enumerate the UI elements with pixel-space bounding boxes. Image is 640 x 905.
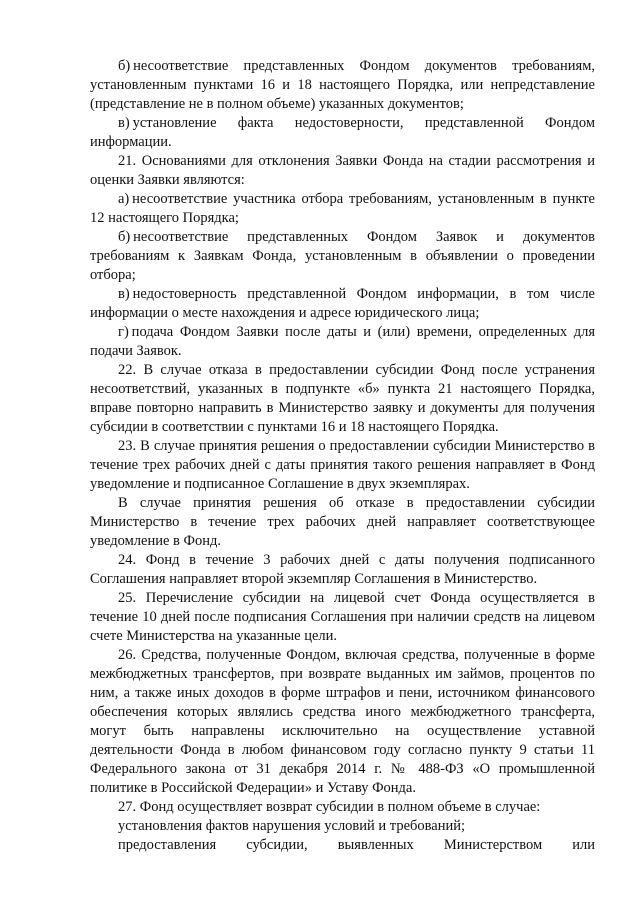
paragraph-23-refusal: В случае принятия решения об отказе в предоставлении субсидии Министерство в течение трех рабочих дней направляет соответствующее уведомление в Фонд. — [90, 495, 595, 549]
paragraph-2-v: в) установление факта недостоверности, представленной Фондом информации. — [90, 115, 595, 150]
paragraph-21-b: б) несоответствие представленных Фондом Заявок и документов требованиям к Заявкам Фонда, установленным в объявлении о проведении отбора; — [90, 229, 595, 283]
paragraph-26: 26. Средства, полученные Фондом, включая средства, полученные в форме межбюджетных трансфертов, при возврате выданных им займов, процентов по ним, а также иных доходов в форме штрафов и пени, источником финансового обеспечения которых являлись средства иного межбюджетного трансферта, могут быть направлены исключительно на осуществление уставной деятельности Фонда в любом финансовом году согласно пункту 9 статьи 11 Федерального закона от 31 декабря 2014 г. № 488-ФЗ «О промышленной политике в Российской Федерации» и Уставу Фонда. — [90, 647, 595, 796]
paragraph-21: 21. Основаниями для отклонения Заявки Фонда на стадии рассмотрения и оценки Заявки являются: — [90, 153, 595, 188]
paragraph-2-b: б) несоответствие представленных Фондом документов требованиям, установленным пунктами 16 и 18 настоящего Порядка, или непредставление (представление не в полном объеме) указанных документов; — [90, 58, 595, 112]
paragraph-22: 22. В случае отказа в предоставлении субсидии Фонд после устранения несоответствий, указанных в подпункте «б» пункта 21 настоящего Порядка, вправе повторно направить в Министерство заявку и документы для получения субсидии в соответствии с пунктами 16 и 18 настоящего Порядка. — [90, 362, 595, 435]
document-page — [90, 57, 595, 855]
paragraph-24: 24. Фонд в течение 3 рабочих дней с даты получения подписанного Соглашения направляет второй экземпляр Соглашения в Министерство. — [90, 552, 595, 587]
paragraph-27: 27. Фонд осуществляет возврат субсидии в полном объеме в случае: — [118, 799, 541, 815]
paragraph-21-v: в) недостоверность представленной Фондом информации, в том числе информации о месте нахождения и адресе юридического лица; — [90, 286, 595, 321]
paragraph-23: 23. В случае принятия решения о предоставлении субсидии Министерство в течение трех рабочих дней с даты принятия такого решения направляет в Фонд уведомление и подписанное Соглашение в двух экземплярах. — [90, 438, 595, 492]
paragraph-21-a: а) несоответствие участника отбора требованиям, установленным в пункте 12 настоящего Порядка; — [90, 191, 595, 226]
paragraph-25: 25. Перечисление субсидии на лицевой счет Фонда осуществляется в течение 10 дней после подписания Соглашения при наличии средств на лицевом счете Министерства на указанные цели. — [90, 590, 595, 644]
paragraph-27-item-1: установления фактов нарушения условий и требований; — [118, 818, 466, 834]
paragraph-21-g: г) подача Фондом Заявки после даты и (или) времени, определенных для подачи Заявок. — [90, 324, 595, 359]
paragraph-27-item-2: предоставления субсидии, выявленных Министерством или — [118, 837, 595, 853]
